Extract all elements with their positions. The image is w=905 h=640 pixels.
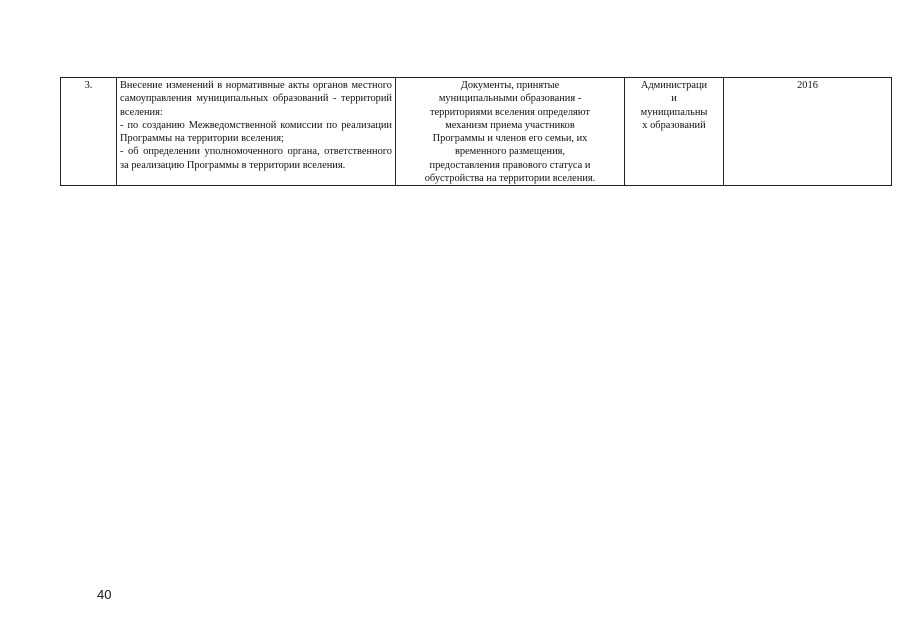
- action-text-line: - об определении уполномоченного органа, ответственного за реализацию Программы в территории вселения.: [120, 146, 392, 171]
- responsible-text-line: муниципальны: [640, 106, 708, 118]
- responsible-text-line: х образований: [642, 119, 706, 131]
- responsible-cell: [625, 78, 724, 186]
- documents-text-line: предоставления правового статуса и: [429, 159, 591, 171]
- row-number: 3.: [84, 80, 93, 91]
- action-cell: [117, 78, 396, 186]
- year-cell: [724, 78, 892, 186]
- page-number: 40: [97, 587, 112, 602]
- documents-text-line: механизм приема участников: [445, 119, 575, 131]
- table-row: [61, 78, 892, 186]
- measures-table: [60, 77, 892, 186]
- documents-text-line: обустройства на территории вселения.: [424, 173, 596, 185]
- row-number-cell: [61, 78, 117, 186]
- documents-text-line: территориями вселения определяют: [430, 106, 590, 118]
- documents-cell: [396, 78, 625, 186]
- documents-text-line: муниципальными образования -: [438, 93, 582, 105]
- documents-text-line: временного размещения,: [454, 146, 566, 158]
- responsible-text-line: и: [671, 93, 677, 105]
- documents-text-line: Документы, принятые: [460, 80, 560, 91]
- documents-text-line: Программы и членов его семьи, их: [432, 133, 588, 145]
- year-value: 2016: [797, 80, 818, 91]
- responsible-text-line: Администраци: [640, 80, 708, 91]
- action-text-line: - по созданию Межведомственной комиссии по реализации Программы на территории вселения;: [120, 119, 392, 145]
- action-text-line: Внесение изменений в нормативные акты органов местного самоуправления муниципальных образований - территорий вселения:: [120, 80, 392, 118]
